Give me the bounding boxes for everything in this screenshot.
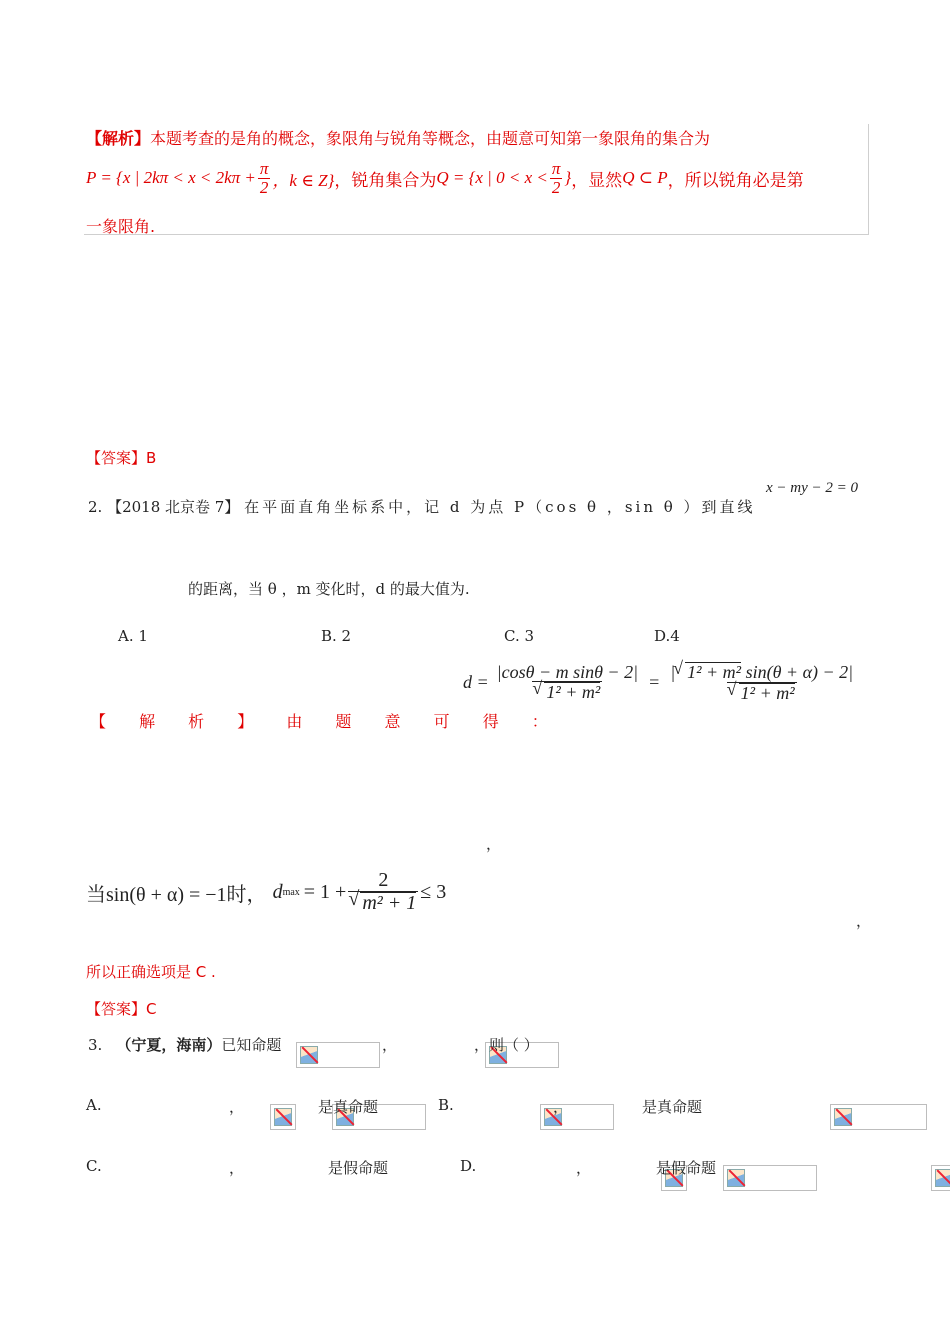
comma-2: ， xyxy=(856,912,872,930)
comma-1: ， xyxy=(486,835,502,853)
true-proposition-b: 是真命题 xyxy=(642,1098,703,1116)
fraction-denominator xyxy=(348,891,418,914)
fraction-denominator: 2 xyxy=(259,177,269,197)
question-2-continued: 的距离，当 θ ，m 变化时，d 的最大值为. xyxy=(188,580,470,598)
separator: ， xyxy=(229,1159,245,1177)
equals-sign: = xyxy=(648,671,661,692)
fraction-denominator xyxy=(727,682,797,703)
line-equation: x − my − 2 = 0 xyxy=(766,480,859,496)
distance-formula xyxy=(463,662,857,703)
numerator-rest: sin(θ + α) − 2 xyxy=(745,662,849,682)
question-text: 已知命题 xyxy=(221,1036,282,1054)
distance-fraction-2 xyxy=(668,662,855,703)
question-2 xyxy=(88,496,756,517)
question-text: 在平面直角坐标系中，记 d 为点 P（cos θ ，sin θ ）到直线 xyxy=(244,498,756,516)
set-P-close: ，k ∈ Z} xyxy=(272,170,335,190)
subset-formula: Q ⊂ P xyxy=(622,168,668,188)
separator: ， xyxy=(229,1098,245,1116)
question-number: 2. xyxy=(88,498,103,516)
sqrt: √ m² + 1 xyxy=(360,892,416,914)
d-max-expression: = 1 + xyxy=(303,880,347,903)
sqrt: √ 1² + m² xyxy=(544,682,600,702)
analysis-line-2 xyxy=(86,160,804,197)
d-equals: d = xyxy=(463,671,489,692)
pi-over-2-fraction-q xyxy=(550,160,563,197)
conclusion: 所以正确选项是 C . xyxy=(86,963,216,981)
question-source: 【2018 北京卷 7】 xyxy=(107,498,240,516)
answer-tag: 【答案】 xyxy=(86,449,147,467)
answer-2 xyxy=(86,998,157,1019)
option-c-label[interactable]: C. xyxy=(86,1157,102,1175)
broken-image-icon xyxy=(296,1042,380,1068)
false-proposition-d: 是假命题 xyxy=(656,1159,717,1177)
d-max: d xyxy=(272,880,283,903)
analysis-tag: 【解析】 xyxy=(86,129,151,148)
broken-image-icon xyxy=(270,1104,296,1130)
option-d-label[interactable]: D. xyxy=(460,1157,477,1175)
question-source: （宁夏，海南） xyxy=(116,1036,222,1054)
fraction-denominator xyxy=(532,681,602,702)
broken-image-icon xyxy=(723,1165,817,1191)
separator: ， xyxy=(382,1036,398,1054)
set-Q-formula: Q = {x | 0 < x < xyxy=(436,168,548,188)
sqrt: √ 1² + m² xyxy=(685,662,741,682)
conclusion-text: ，所以锐角必是第 xyxy=(667,170,804,191)
fraction-numerator: |cosθ − m sinθ − 2| xyxy=(496,661,639,682)
answer-1 xyxy=(86,447,156,468)
true-proposition-a: 是真命题 xyxy=(318,1098,379,1116)
question-3 xyxy=(88,1034,281,1055)
analysis-2-tag: 【 解 析 】 由 题 意 可 得 ： xyxy=(90,712,562,731)
option-a[interactable]: A. 1 xyxy=(118,627,148,645)
acute-set-text: ，锐角集合为 xyxy=(334,170,437,191)
fraction-numerator: π xyxy=(551,159,561,178)
fraction-denominator: 2 xyxy=(551,177,561,197)
question-then: ，则（ ） xyxy=(474,1036,539,1054)
analysis-text: 本题考查的是角的概念，象限角与锐角等概念，由题意可知第一象限角的集合为 xyxy=(150,129,711,148)
false-proposition-c: 是假命题 xyxy=(328,1159,389,1177)
d-max-subscript: max xyxy=(282,886,300,898)
question-number: 3. xyxy=(88,1035,103,1054)
when-text: 当 xyxy=(86,881,106,906)
fraction-numerator: 2 xyxy=(378,869,389,891)
broken-image-icon xyxy=(540,1104,614,1130)
sqrt: √ 1² + m² xyxy=(739,683,795,703)
separator: ， xyxy=(576,1159,592,1177)
max-fraction xyxy=(348,870,418,914)
option-d[interactable]: D.4 xyxy=(654,627,680,645)
pi-over-2-fraction xyxy=(258,160,271,197)
condition: sin(θ + α) = −1时， xyxy=(106,883,267,906)
max-distance-line xyxy=(86,870,446,914)
set-P-formula: P = {x | 2kπ < x < 2kπ + xyxy=(86,168,256,188)
leq-3: ≤ 3 xyxy=(420,880,447,903)
option-b[interactable]: B. 2 xyxy=(321,627,352,645)
option-b-label[interactable]: B. xyxy=(438,1096,454,1114)
option-c[interactable]: C. 3 xyxy=(504,627,535,645)
fraction-numerator: π xyxy=(259,159,269,178)
broken-image-icon xyxy=(830,1104,927,1130)
answer-value: B xyxy=(146,449,157,467)
answer-tag: 【答案】 xyxy=(86,1000,147,1018)
separator: ， xyxy=(553,1098,569,1116)
analysis-line-1 xyxy=(86,126,710,149)
distance-fraction-1 xyxy=(495,663,640,703)
analysis-line-3: 一象限角. xyxy=(86,217,156,236)
set-Q-close: } xyxy=(564,168,572,188)
option-a-label[interactable]: A. xyxy=(86,1096,102,1114)
obvious-text: ，显然 xyxy=(571,170,623,191)
broken-image-icon xyxy=(931,1165,950,1191)
fraction-numerator: |√ 1² + m² sin(θ + α) − 2| xyxy=(668,662,855,682)
answer-value: C xyxy=(146,1000,157,1018)
